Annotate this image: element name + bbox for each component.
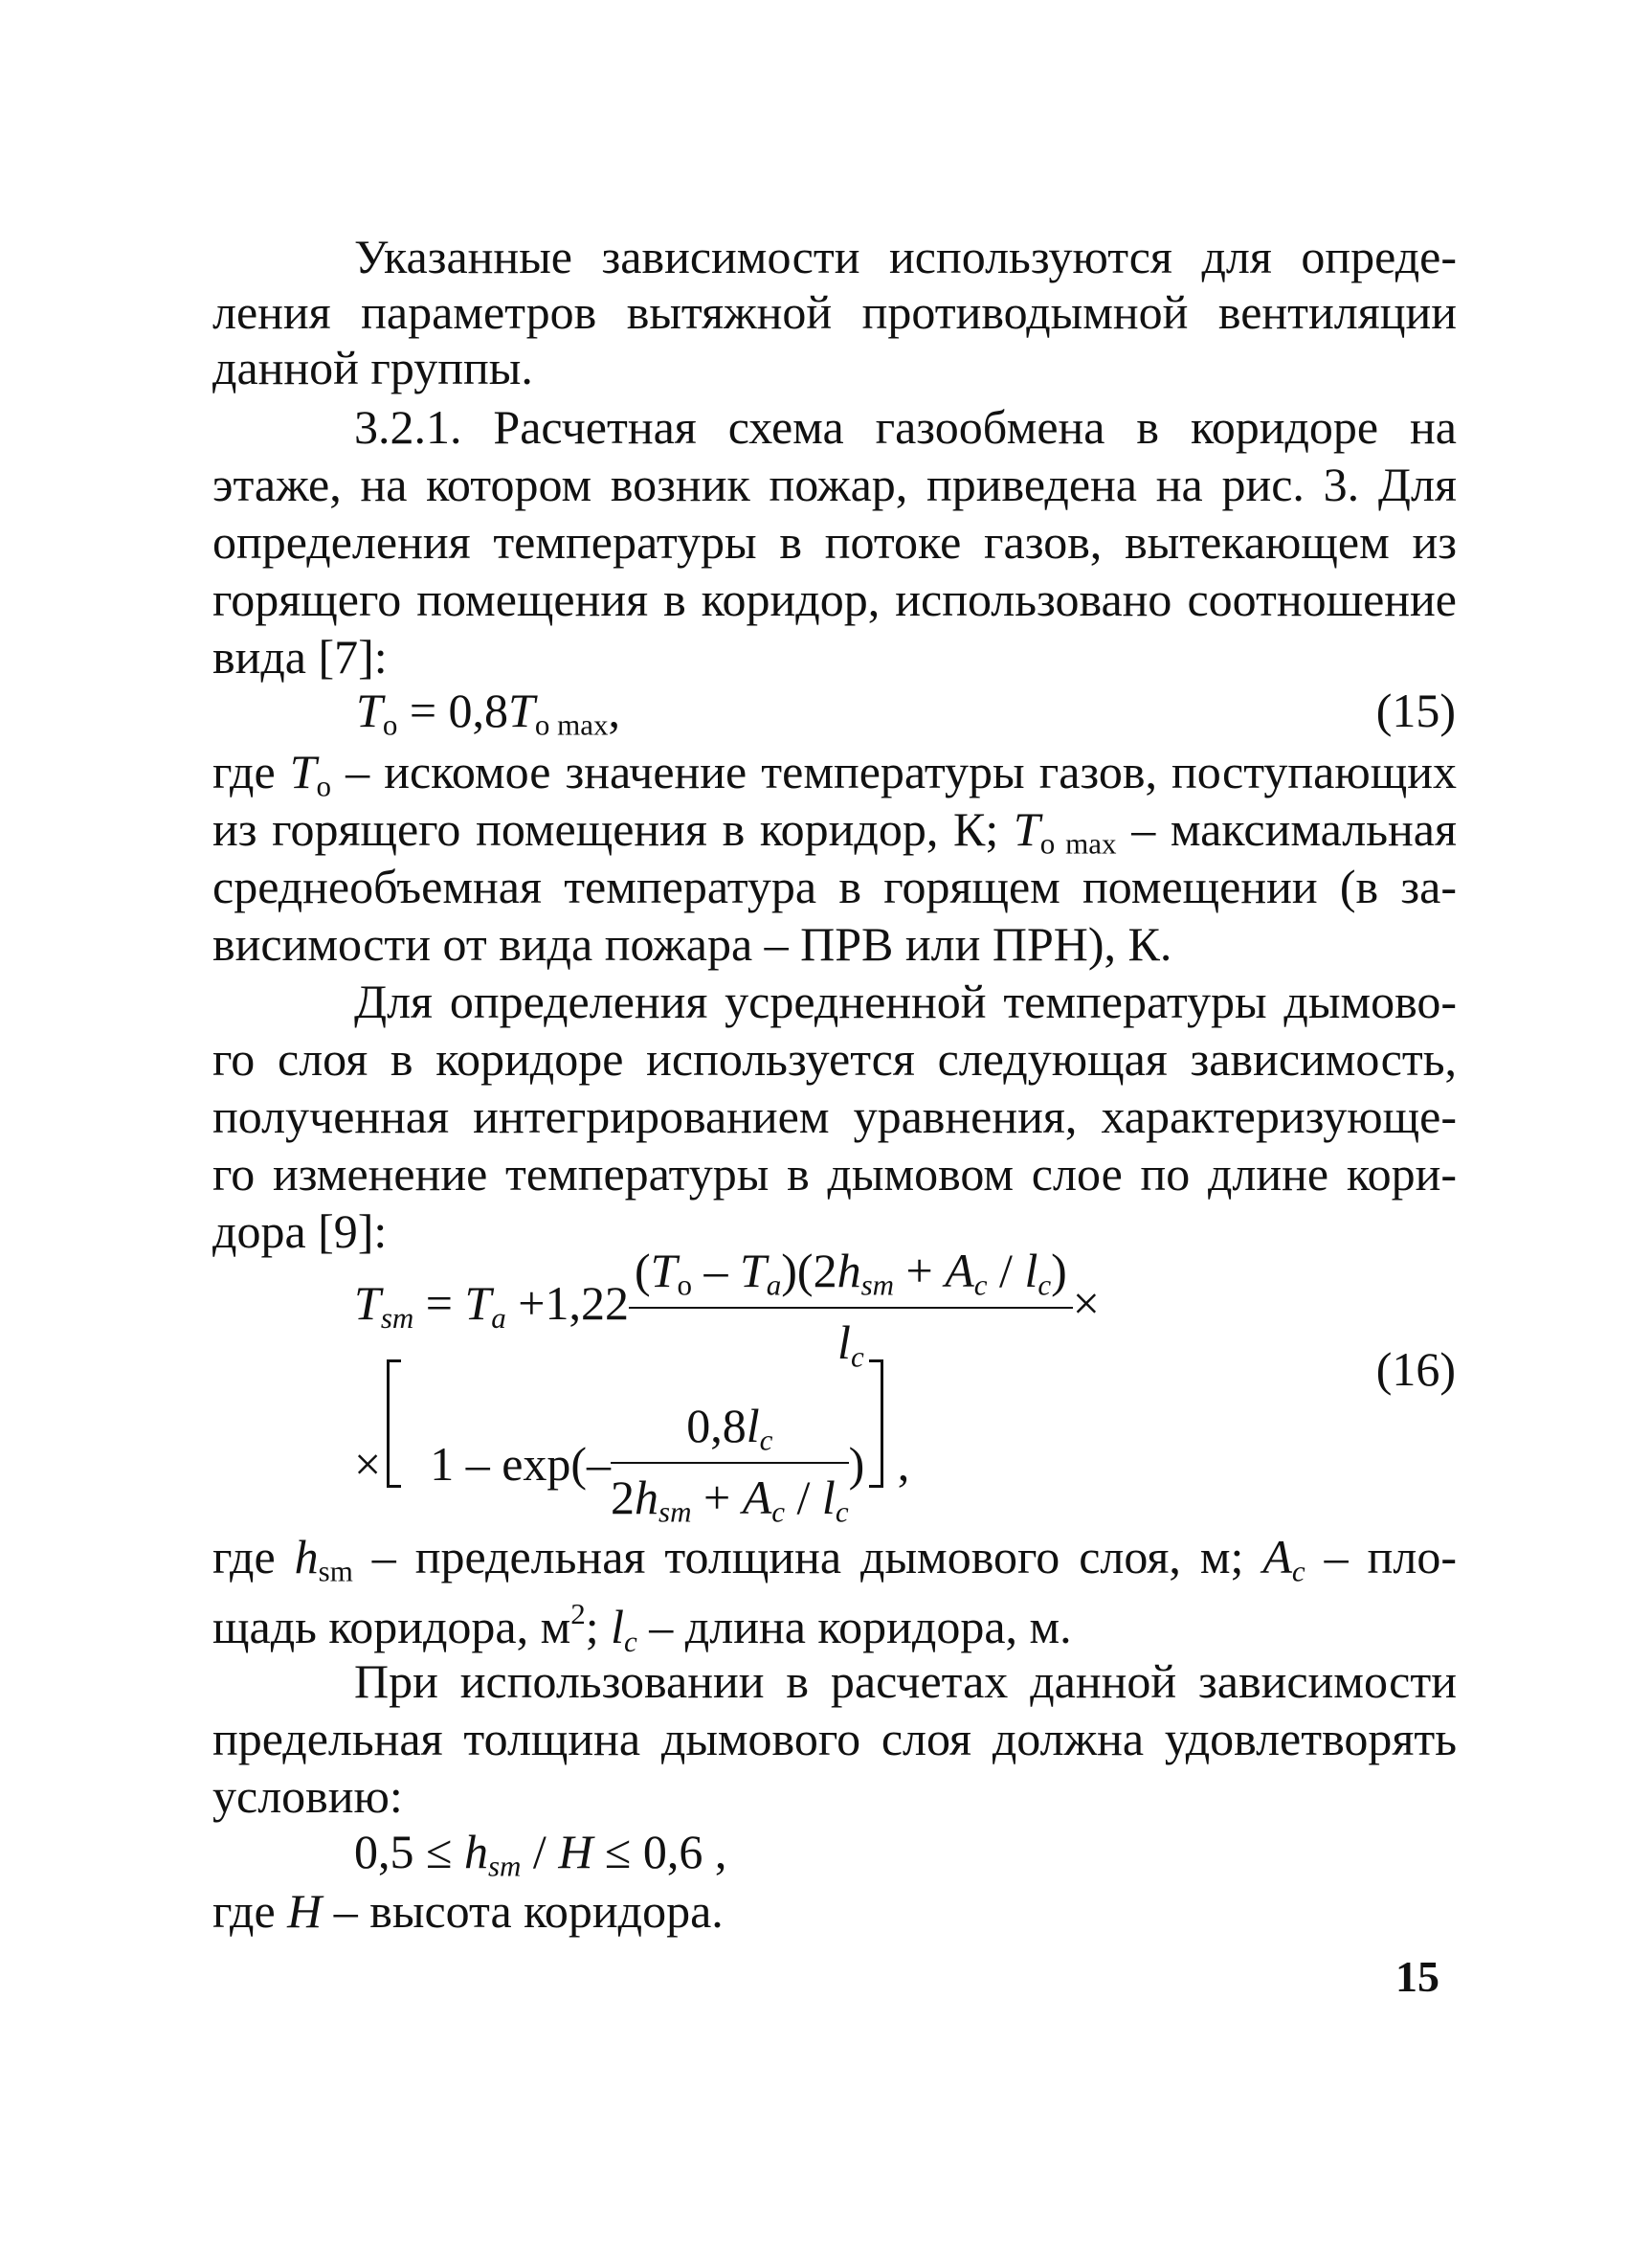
text-line: условию:: [212, 1769, 403, 1823]
equation-15: $T_o = 0,8T_{o max}$,: [356, 684, 620, 742]
text-line: полученная интегрированием уравнения, характеризующе-: [212, 1089, 1457, 1143]
eq16-times: ×: [1072, 1276, 1100, 1331]
text-line: 3.2.1. Расчетная схема газообмена в коридоре на: [354, 400, 1457, 454]
text-line: го слоя в коридоре используется следующая зависимость,: [212, 1032, 1457, 1086]
text-line: где $h_{sm}$ – предельная толщина дымового слоя, м; $A_c - пло-$: [212, 1530, 1457, 1588]
right-bracket: [869, 1359, 883, 1488]
text-line: предельная толщина дымового слоя должна удовлетворять: [212, 1712, 1457, 1765]
equation-number-16: (16): [1375, 1342, 1456, 1396]
text-line: из горящего помещения в коридор, К; $T_{o max}$ – максимальная: [212, 802, 1457, 861]
text-line: го изменение температуры в дымовом слое по длине кори-: [212, 1147, 1457, 1201]
text-line: среднеобъемная температура в горящем помещении (в за-: [212, 860, 1457, 913]
eq16-one-exp: 1 – exp(–: [430, 1436, 612, 1491]
condition-formula: $0,5 \le h_{sm} / H \le 0,6$ ,: [354, 1825, 727, 1883]
eq15-text: = 0,8: [409, 684, 509, 737]
text-line: Указанные зависимости используются для опреде-: [354, 230, 1457, 283]
text-line: висимости от вида пожара – ПРВ или ПРН), К.: [212, 917, 1172, 971]
text-line: горящего помещения в коридор, использовано соотношение: [212, 573, 1457, 626]
equation-16-line2: × 1 – exp(– $\frac{0,8l_c}{2h_{sm} + A_c / l_c}$ ) ,: [354, 1399, 910, 1529]
equation-16-line1: $T_{sm} = T_a +1,22$ $\frac{(T_o - T_a)(2h_{sm} + A_c / l_c)}{l_c}$ ×: [354, 1244, 1100, 1374]
eq16-fraction-1: $\frac{(T_o - T_a)(2h_{sm} + A_c / l_c)}{l_c}$: [629, 1243, 1073, 1374]
text-line: дора [9]:: [212, 1204, 388, 1258]
eq16-fraction-2: $\frac{0,8l_c}{2h_{sm} + A_c / l_c}$: [611, 1399, 849, 1529]
text-line: При использовании в расчетах данной зависимости: [354, 1654, 1457, 1708]
text-line: щадь коридора, $м^2$; $l_c$ – длина коридора, м.: [212, 1597, 1072, 1658]
text-line: где $T_o$ – искомое значение температуры газов, поступающих: [212, 745, 1457, 803]
equation-number-15: (15): [1375, 684, 1456, 737]
page-number: 15: [1395, 1952, 1439, 2001]
text-line: Для определения усредненной температуры дымово-: [354, 975, 1457, 1028]
text-line: где H – высота коридора.: [212, 1884, 724, 1938]
eq15-max: max: [557, 707, 609, 742]
eq16-coef: +1,22: [518, 1276, 629, 1331]
text-line: вида [7]:: [212, 630, 388, 684]
left-bracket: [387, 1359, 401, 1488]
text-line: ления параметров вытяжной противодымной вентиляции: [212, 285, 1457, 339]
eq16-times-2: ×: [354, 1436, 382, 1491]
text-line: данной группы.: [212, 341, 533, 394]
text-line: этаже, на котором возник пожар, приведена на рис. 3. Для: [212, 458, 1457, 511]
text-line: определения температуры в потоке газов, вытекающем из: [212, 515, 1457, 569]
